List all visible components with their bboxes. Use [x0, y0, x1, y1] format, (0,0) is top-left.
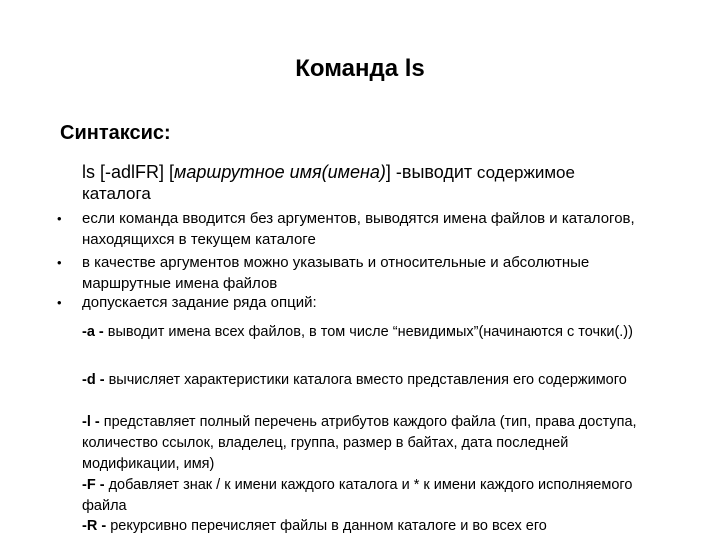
- syntax-suffix: ] -выводит: [385, 162, 473, 182]
- option-text: добавляет знак / к имени каждого каталога и * к имени каждого исполняемого файла: [82, 477, 633, 514]
- slide-title: Команда ls: [295, 55, 425, 82]
- option-a: [82, 322, 652, 343]
- option-text: рекурсивно перечисляет файлы в данном каталоге и во всех его: [110, 518, 547, 534]
- option-flag: -a -: [82, 324, 108, 340]
- option-l: [82, 412, 652, 475]
- bullet-icon: •: [57, 295, 62, 310]
- syntax-param: маршрутное имя(имена): [174, 162, 386, 182]
- option-flag: -l -: [82, 414, 104, 430]
- syntax-heading: Синтаксис:: [60, 122, 171, 144]
- option-F: [82, 475, 652, 517]
- bullet-text: допускается задание ряда опций:: [82, 294, 317, 311]
- bullet-icon: •: [57, 255, 62, 270]
- option-flag: -d -: [82, 372, 109, 388]
- syntax-command: ls [-adlFR] [: [82, 162, 175, 182]
- option-text: вычисляет характеристики каталога вместо представления его содержимого: [108, 372, 627, 388]
- bullet-text: если команда вводится без аргументов, выводятся имена файлов и каталогов, находящихся в текущем каталоге: [82, 210, 635, 248]
- option-flag: -R -: [82, 518, 111, 534]
- syntax-line: [82, 162, 642, 204]
- bullet-icon: •: [57, 211, 62, 226]
- option-text: представляет полный перечень атрибутов каждого файла (тип, права доступа, количество ссылок, владелец, группа, размер в байтах, дата последней модификации, имя): [82, 414, 637, 472]
- option-R: [82, 516, 652, 537]
- option-flag: -F -: [82, 477, 109, 493]
- option-text: выводит имена всех файлов, в том числе “невидимых”(начинаются с точки(.)): [107, 324, 633, 340]
- bullet-text: в качестве аргументов можно указывать и относительные и абсолютные маршрутные имена файлов: [82, 254, 590, 292]
- syntax-rest: содержимое каталога: [82, 163, 575, 203]
- option-d: [82, 370, 652, 391]
